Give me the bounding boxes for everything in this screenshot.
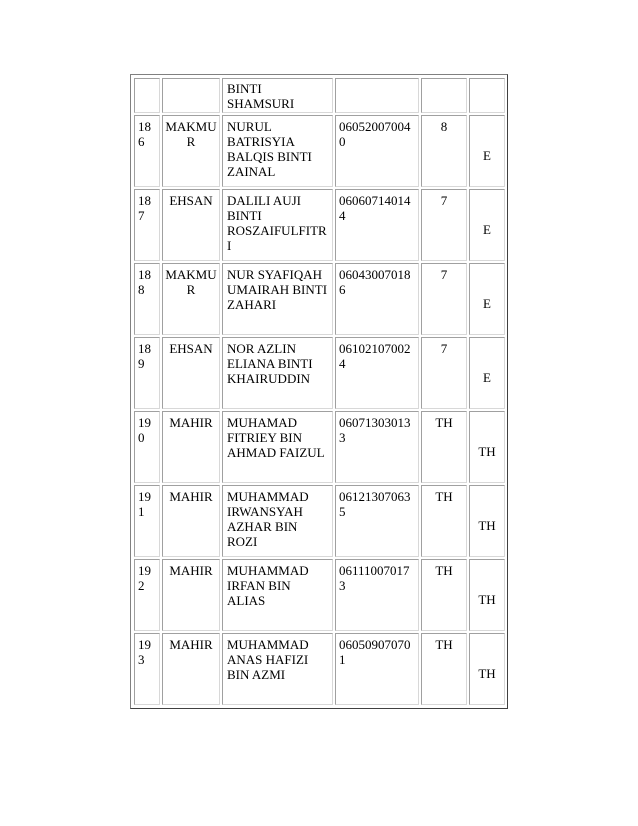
- cell-ic-number: 060430070186: [335, 263, 419, 335]
- cell-mark: 7: [421, 337, 467, 409]
- cell-grade: E: [469, 115, 505, 187]
- cell-grade: TH: [469, 411, 505, 483]
- table-row: [134, 337, 505, 409]
- cell-name: NURUL BATRISYIA BALQIS BINTI ZAINAL: [222, 115, 333, 187]
- cell-mark: TH: [421, 485, 467, 557]
- cell-mark: 7: [421, 189, 467, 261]
- cell-name: NUR SYAFIQAH UMAIRAH BINTI ZAHARI: [222, 263, 333, 335]
- cell-ic-number: 060509070701: [335, 633, 419, 705]
- results-table-frame: [130, 74, 508, 709]
- cell-mark: TH: [421, 411, 467, 483]
- cell-class: MAHIR: [162, 485, 220, 557]
- cell-name: DALILI AUJI BINTI ROSZAIFULFITRI: [222, 189, 333, 261]
- cell-grade: E: [469, 189, 505, 261]
- cell-ic-number: 061110070173: [335, 559, 419, 631]
- cell-ic-number: 061021070024: [335, 337, 419, 409]
- cell-no: 192: [134, 559, 160, 631]
- cell-grade: E: [469, 337, 505, 409]
- cell-name: MUHAMMAD ANAS HAFIZI BIN AZMI: [222, 633, 333, 705]
- cell-ic-number: 061213070635: [335, 485, 419, 557]
- table-row: [134, 633, 505, 705]
- cell-no: 187: [134, 189, 160, 261]
- table-row: [134, 263, 505, 335]
- cell-class: [162, 78, 220, 113]
- cell-no: 188: [134, 263, 160, 335]
- cell-name: MUHAMMAD IRWANSYAH AZHAR BIN ROZI: [222, 485, 333, 557]
- cell-mark: 7: [421, 263, 467, 335]
- cell-grade: [469, 78, 505, 113]
- cell-ic-number: 060520070040: [335, 115, 419, 187]
- table-row: [134, 115, 505, 187]
- table-row: [134, 485, 505, 557]
- cell-mark: 8: [421, 115, 467, 187]
- table-row-continuation: [134, 78, 505, 113]
- cell-grade: E: [469, 263, 505, 335]
- cell-mark: [421, 78, 467, 113]
- cell-grade: TH: [469, 485, 505, 557]
- results-table: [132, 76, 507, 707]
- table-row: [134, 189, 505, 261]
- cell-class: EHSAN: [162, 189, 220, 261]
- cell-class: MAHIR: [162, 559, 220, 631]
- cell-ic-number: [335, 78, 419, 113]
- cell-class: EHSAN: [162, 337, 220, 409]
- cell-no: 186: [134, 115, 160, 187]
- cell-no: 193: [134, 633, 160, 705]
- cell-no: 189: [134, 337, 160, 409]
- cell-mark: TH: [421, 559, 467, 631]
- cell-no: 190: [134, 411, 160, 483]
- cell-mark: TH: [421, 633, 467, 705]
- cell-grade: TH: [469, 559, 505, 631]
- cell-no: [134, 78, 160, 113]
- cell-name: MUHAMMAD IRFAN BIN ALIAS: [222, 559, 333, 631]
- cell-class: MAHIR: [162, 411, 220, 483]
- cell-class: MAKMUR: [162, 263, 220, 335]
- cell-ic-number: 060607140144: [335, 189, 419, 261]
- cell-name: NOR AZLIN ELIANA BINTI KHAIRUDDIN: [222, 337, 333, 409]
- cell-class: MAHIR: [162, 633, 220, 705]
- results-table-body: [134, 78, 505, 705]
- table-row: [134, 559, 505, 631]
- cell-grade: TH: [469, 633, 505, 705]
- cell-no: 191: [134, 485, 160, 557]
- cell-name: MUHAMAD FITRIEY BIN AHMAD FAIZUL: [222, 411, 333, 483]
- cell-name: BINTI SHAMSURI: [222, 78, 333, 113]
- table-row: [134, 411, 505, 483]
- cell-class: MAKMUR: [162, 115, 220, 187]
- cell-ic-number: 060713030133: [335, 411, 419, 483]
